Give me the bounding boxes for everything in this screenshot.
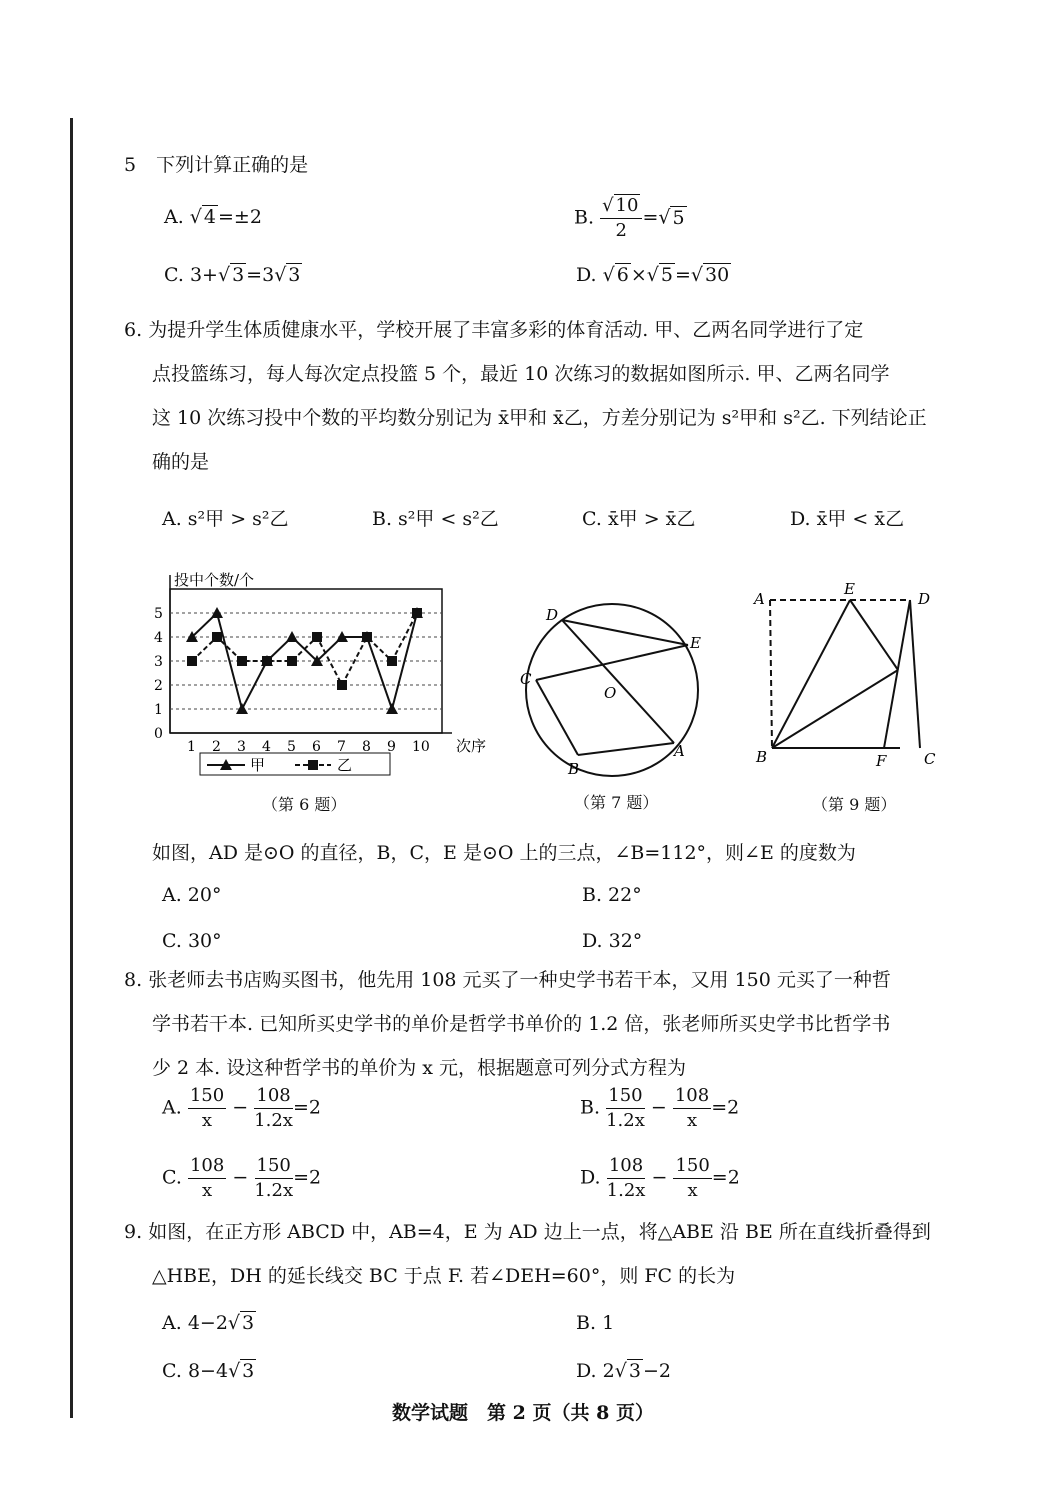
segment-eh (850, 600, 898, 670)
data-point-乙 (387, 656, 397, 666)
data-point-乙 (312, 632, 322, 642)
data-point-乙 (287, 656, 297, 666)
y-tick-label: 0 (154, 726, 163, 742)
label-a: A (674, 742, 685, 760)
data-point-乙 (187, 656, 197, 666)
q8-option-b: B. $\frac{150}{1.2x}$ − $\frac{108}{x}$ =2 (580, 1085, 740, 1131)
q9-number: 9. (124, 1221, 143, 1243)
y-tick-label: 1 (154, 702, 163, 718)
label-o: O (604, 684, 617, 702)
q7-option-c: C. 30° (162, 930, 222, 952)
x-tick-label: 1 (187, 739, 196, 755)
segment-ba (578, 743, 674, 755)
data-point-乙 (412, 608, 422, 618)
segment-be (772, 600, 850, 748)
label-f: F (876, 752, 887, 770)
y-axis-label: 投中个数/个 (174, 571, 255, 589)
q8-option-c: C. $\frac{108}{x}$ − $\frac{150}{1.2x}$ =2 (162, 1155, 322, 1201)
q5-option-c: C. 3+√ 3 =3√ 3 (164, 264, 301, 286)
label-e: E (690, 634, 701, 652)
data-point-乙 (337, 680, 347, 690)
label-d: D (918, 590, 931, 608)
q5-option-b: B. $\frac{√ 10}{2}$ =√ 5 (574, 195, 685, 241)
q6-line-chart (145, 565, 505, 795)
radicand: 4 (203, 206, 217, 228)
q7-option-b: B. 22° (582, 884, 642, 906)
q9-stem: 9. 如图，在正方形 ABCD 中，AB=4，E 为 AD 边上一点，将△ABE 沿 BE 所在直线折叠得到 △HBE，DH 的延长线交 BC 于点 F. 若∠DEH=60°，则 FC 的长为 (124, 1221, 931, 1287)
side-ab (770, 600, 772, 748)
y-tick-label: 2 (154, 678, 163, 694)
q8-option-d: D. $\frac{108}{1.2x}$ − $\frac{150}{x}$ =2 (580, 1155, 740, 1201)
q9-option-a: A. 4−2√ 3 (162, 1312, 255, 1334)
q5-option-a: A. √ 4 =±2 (164, 206, 262, 228)
x-axis-label: 次序 (456, 737, 487, 755)
fig9-caption: （第 9 题） (812, 795, 897, 814)
label-b: B (568, 760, 580, 778)
x-tick-label: 9 (387, 739, 396, 755)
plot-frame (170, 589, 442, 733)
x-tick-label: 10 (412, 739, 430, 755)
side-dc (910, 600, 920, 748)
label-e: E (844, 580, 855, 598)
x-tick-label: 5 (287, 739, 296, 755)
q6-number: 6. (124, 319, 143, 341)
segment-cb (536, 680, 578, 755)
q9-option-d: D. 2√ 3 −2 (576, 1360, 671, 1382)
data-point-乙 (362, 632, 372, 642)
fig7-caption: （第 7 题） (574, 793, 659, 812)
q5-option-d: D. √ 6 ×√ 5 =√ 30 (576, 264, 730, 286)
q5-number: 5 (124, 154, 137, 176)
q6-option-c: C. x̄甲 > x̄乙 (582, 508, 696, 530)
page-footer: 数学试题 第 2 页（共 8 页） (392, 1402, 654, 1424)
segment-df (884, 600, 910, 748)
label-a: A (754, 590, 765, 608)
q5-stem (124, 150, 308, 177)
x-tick-label: 2 (212, 739, 221, 755)
legend-marker-乙 (308, 760, 318, 770)
fig6-caption: （第 6 题） (262, 795, 347, 814)
data-point-乙 (212, 632, 222, 642)
q6-option-a: A. s²甲 > s²乙 (162, 508, 289, 530)
q6-option-b: B. s²甲 < s²乙 (372, 508, 499, 530)
q8-number: 8. (124, 969, 143, 991)
label-c: C (924, 750, 936, 768)
binding-margin-line (70, 118, 73, 1418)
data-point-乙 (237, 656, 247, 666)
y-tick-label: 5 (154, 606, 163, 622)
q5-text: 下列计算正确的是 (156, 154, 309, 176)
fig9-square-diagram (750, 580, 950, 780)
y-tick-label: 4 (154, 630, 163, 646)
q8-stem: 8. 张老师去书店购买图书，他先用 108 元买了一种史学书若干本，又用 150 元买了一种哲 学书若干本. 已知所买史学书的单价是哲学书单价的 1.2 倍，张老师所买史学书比哲学书 少 2 本. 设这种哲学书的单价为 x 元，根据题意可列分式方程为 (124, 969, 891, 1079)
q7-stem: 如图，AD 是⊙O 的直径，B，C，E 是⊙O 上的三点，∠B=112°，则∠E 的度数为 (152, 842, 856, 864)
q9-option-c: C. 8−4√ 3 (162, 1360, 255, 1382)
label-d: D (546, 606, 559, 624)
fig7-circle-diagram (516, 590, 716, 790)
data-point-乙 (262, 656, 272, 666)
x-tick-label: 8 (362, 739, 371, 755)
x-tick-label: 6 (312, 739, 321, 755)
segment-bh (772, 670, 898, 748)
legend-label-乙: 乙 (337, 756, 353, 774)
x-tick-label: 7 (337, 739, 346, 755)
x-tick-label: 4 (262, 739, 271, 755)
q6-stem: 6. 为提升学生体质健康水平，学校开展了丰富多彩的体育活动. 甲、乙两名同学进行了定 点投篮练习，每人每次定点投篮 5 个，最近 10 次练习的数据如图所示. 甲、乙两名同学 这 10 次练习投中个数的平均数分别记为 x̄甲和 x̄乙，方差分别记为 s²甲和 s²乙. 下列结论正 确的是 (124, 319, 927, 473)
q8-option-a: A. $\frac{150}{x}$ − $\frac{108}{1.2x}$ =2 (162, 1085, 321, 1131)
q7-option-d: D. 32° (582, 930, 643, 952)
label-b: B (756, 748, 768, 766)
y-tick-label: 3 (154, 654, 163, 670)
q9-option-b: B. 1 (576, 1312, 615, 1334)
fraction: $\frac{√ 10}{2}$ (600, 194, 642, 243)
legend-label-甲: 甲 (250, 756, 266, 774)
x-tick-label: 3 (237, 739, 246, 755)
q6-option-d: D. x̄甲 < x̄乙 (790, 508, 905, 530)
label-c: C (520, 670, 532, 688)
q7-option-a: A. 20° (162, 884, 222, 906)
